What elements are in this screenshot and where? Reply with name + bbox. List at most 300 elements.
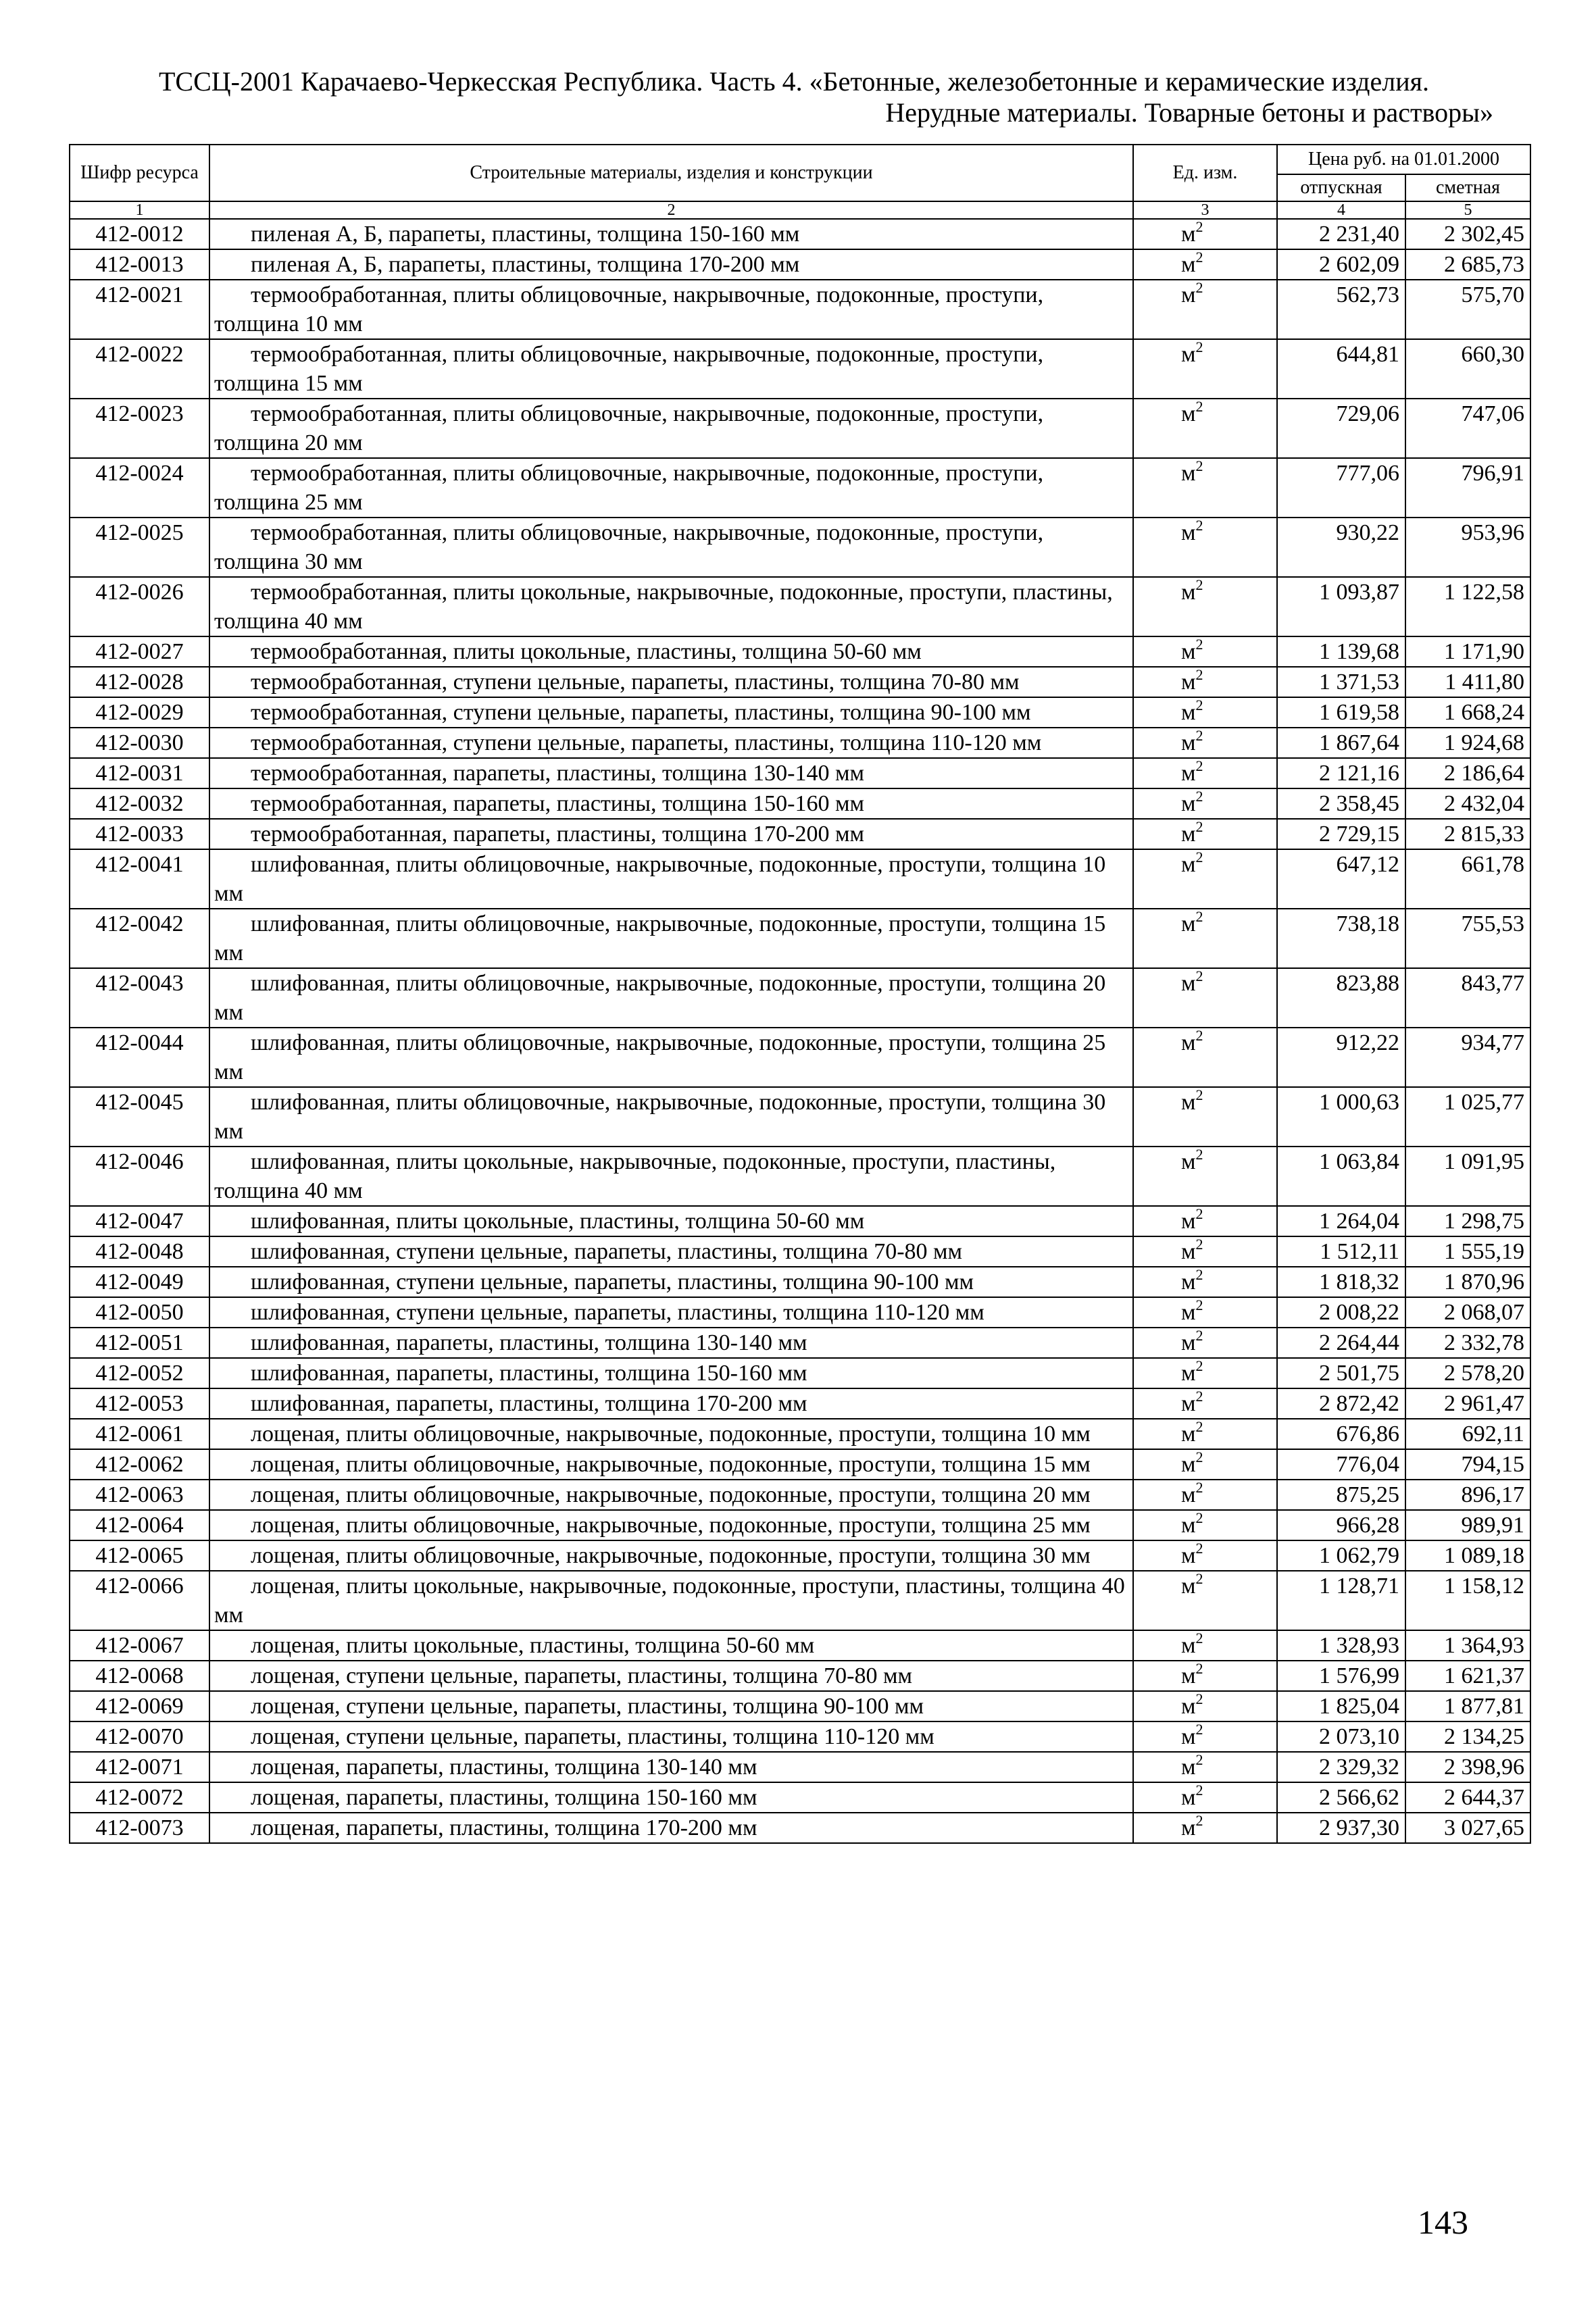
price-estimate: 661,78 xyxy=(1405,849,1530,909)
unit-exponent: 2 xyxy=(1195,1540,1203,1557)
table-row xyxy=(70,577,1530,636)
table-head xyxy=(70,145,1530,219)
resource-code: 412-0043 xyxy=(70,968,209,1028)
unit-exponent: 2 xyxy=(1195,967,1203,984)
unit-base: м xyxy=(1181,1815,1196,1840)
price-estimate: 1 924,68 xyxy=(1405,728,1530,758)
material-description: лощеная, плиты облицовочные, накрывочные, подоконные, проступи, толщина 25 мм xyxy=(209,1510,1133,1540)
unit-cell xyxy=(1133,219,1277,249)
price-release: 1 371,53 xyxy=(1277,667,1405,697)
price-release: 2 872,42 xyxy=(1277,1388,1405,1419)
resource-code: 412-0069 xyxy=(70,1691,209,1721)
unit-cell xyxy=(1133,697,1277,728)
unit-cell xyxy=(1133,577,1277,636)
resource-code: 412-0031 xyxy=(70,758,209,788)
material-description: пиленая А, Б, парапеты, пластины, толщина 150-160 мм xyxy=(209,219,1133,249)
unit-exponent: 2 xyxy=(1195,1327,1203,1344)
table-row xyxy=(70,339,1530,399)
resource-code: 412-0027 xyxy=(70,636,209,667)
unit-base: м xyxy=(1181,1391,1196,1416)
price-estimate: 3 027,65 xyxy=(1405,1813,1530,1843)
unit-base: м xyxy=(1181,1452,1196,1477)
resource-code: 412-0046 xyxy=(70,1147,209,1206)
material-description: лощеная, плиты облицовочные, накрывочные, подоконные, проступи, толщина 15 мм xyxy=(209,1449,1133,1480)
unit-cell xyxy=(1133,1028,1277,1087)
resource-code: 412-0070 xyxy=(70,1721,209,1752)
price-release: 875,25 xyxy=(1277,1480,1405,1510)
unit-base: м xyxy=(1181,822,1196,847)
resource-code: 412-0052 xyxy=(70,1358,209,1388)
price-release: 2 329,32 xyxy=(1277,1752,1405,1782)
unit-exponent: 2 xyxy=(1195,1570,1203,1587)
resource-code: 412-0073 xyxy=(70,1813,209,1843)
header-line-2: Нерудные материалы. Товарные бетоны и растворы» xyxy=(885,97,1493,128)
price-release: 676,86 xyxy=(1277,1419,1405,1449)
unit-cell xyxy=(1133,1087,1277,1147)
resource-code: 412-0033 xyxy=(70,819,209,849)
unit-base: м xyxy=(1181,252,1196,277)
material-description: лощеная, плиты облицовочные, накрывочные, подоконные, проступи, толщина 20 мм xyxy=(209,1480,1133,1510)
price-estimate: 1 171,90 xyxy=(1405,636,1530,667)
unit-exponent: 2 xyxy=(1195,1660,1203,1677)
unit-base: м xyxy=(1181,1663,1196,1688)
material-description: шлифованная, ступени цельные, парапеты, пластины, толщина 90-100 мм xyxy=(209,1267,1133,1297)
column-number: 4 xyxy=(1277,201,1405,219)
resource-code: 412-0066 xyxy=(70,1571,209,1630)
material-description: термообработанная, парапеты, пластины, толщина 150-160 мм xyxy=(209,788,1133,819)
unit-base: м xyxy=(1181,282,1196,307)
resource-code: 412-0044 xyxy=(70,1028,209,1087)
resource-code: 412-0022 xyxy=(70,339,209,399)
unit-exponent: 2 xyxy=(1195,1205,1203,1222)
table-row xyxy=(70,1147,1530,1206)
unit-cell xyxy=(1133,1480,1277,1510)
table-row xyxy=(70,1661,1530,1691)
material-description: лощеная, ступени цельные, парапеты, пластины, толщина 90-100 мм xyxy=(209,1691,1133,1721)
header-line-1: ТССЦ-2001 Карачаево-Черкесская Республика. Часть 4. «Бетонные, железобетонные и керамические изделия. xyxy=(158,66,1430,97)
price-estimate: 843,77 xyxy=(1405,968,1530,1028)
price-release: 1 818,32 xyxy=(1277,1267,1405,1297)
material-description: шлифованная, ступени цельные, парапеты, пластины, толщина 110-120 мм xyxy=(209,1297,1133,1328)
material-description: термообработанная, ступени цельные, парапеты, пластины, толщина 70-80 мм xyxy=(209,667,1133,697)
material-description: шлифованная, парапеты, пластины, толщина 170-200 мм xyxy=(209,1388,1133,1419)
unit-exponent: 2 xyxy=(1195,279,1203,296)
header-price-estimate: сметная xyxy=(1405,174,1530,201)
resource-code: 412-0012 xyxy=(70,219,209,249)
price-estimate: 1 877,81 xyxy=(1405,1691,1530,1721)
material-description: термообработанная, плиты цокольные, накрывочные, подоконные, проступи, пластины, толщина 40 мм xyxy=(209,577,1133,636)
unit-exponent: 2 xyxy=(1195,1630,1203,1646)
price-release: 1 512,11 xyxy=(1277,1236,1405,1267)
table-row xyxy=(70,280,1530,339)
unit-exponent: 2 xyxy=(1195,1449,1203,1465)
price-release: 1 063,84 xyxy=(1277,1147,1405,1206)
price-estimate: 2 134,25 xyxy=(1405,1721,1530,1752)
price-estimate: 2 302,45 xyxy=(1405,219,1530,249)
resource-code: 412-0063 xyxy=(70,1480,209,1510)
price-release: 644,81 xyxy=(1277,339,1405,399)
unit-base: м xyxy=(1181,1030,1196,1055)
unit-cell xyxy=(1133,249,1277,280)
resource-code: 412-0023 xyxy=(70,399,209,458)
price-release: 1 000,63 xyxy=(1277,1087,1405,1147)
header-price: Цена руб. на 01.01.2000 xyxy=(1277,145,1530,174)
unit-base: м xyxy=(1181,852,1196,877)
material-description: лощеная, ступени цельные, парапеты, пластины, толщина 110-120 мм xyxy=(209,1721,1133,1752)
unit-base: м xyxy=(1181,1482,1196,1507)
unit-exponent: 2 xyxy=(1195,517,1203,534)
unit-exponent: 2 xyxy=(1195,1297,1203,1313)
price-estimate: 2 578,20 xyxy=(1405,1358,1530,1388)
material-description: шлифованная, плиты облицовочные, накрывочные, подоконные, проступи, толщина 10 мм xyxy=(209,849,1133,909)
unit-base: м xyxy=(1181,222,1196,247)
price-estimate: 575,70 xyxy=(1405,280,1530,339)
unit-exponent: 2 xyxy=(1195,727,1203,744)
unit-base: м xyxy=(1181,1574,1196,1599)
unit-exponent: 2 xyxy=(1195,908,1203,925)
material-description: термообработанная, плиты облицовочные, накрывочные, подоконные, проступи, толщина 30 мм xyxy=(209,518,1133,577)
unit-exponent: 2 xyxy=(1195,218,1203,235)
price-estimate: 2 685,73 xyxy=(1405,249,1530,280)
header-description: Строительные материалы, изделия и конструкции xyxy=(209,145,1133,201)
column-number: 3 xyxy=(1133,201,1277,219)
material-description: термообработанная, плиты облицовочные, накрывочные, подоконные, проступи, толщина 15 мм xyxy=(209,339,1133,399)
unit-base: м xyxy=(1181,461,1196,486)
resource-code: 412-0026 xyxy=(70,577,209,636)
header-unit: Ед. изм. xyxy=(1133,145,1277,201)
material-description: термообработанная, плиты облицовочные, накрывочные, подоконные, проступи, толщина 10 мм xyxy=(209,280,1133,339)
resource-code: 412-0032 xyxy=(70,788,209,819)
resource-code: 412-0067 xyxy=(70,1630,209,1661)
price-estimate: 1 122,58 xyxy=(1405,577,1530,636)
price-release: 2 073,10 xyxy=(1277,1721,1405,1752)
price-estimate: 692,11 xyxy=(1405,1419,1530,1449)
unit-cell xyxy=(1133,1206,1277,1236)
price-estimate: 1 298,75 xyxy=(1405,1206,1530,1236)
unit-exponent: 2 xyxy=(1195,1479,1203,1496)
price-release: 2 264,44 xyxy=(1277,1328,1405,1358)
price-release: 1 139,68 xyxy=(1277,636,1405,667)
table-row xyxy=(70,1813,1530,1843)
price-table xyxy=(69,144,1531,1844)
unit-base: м xyxy=(1181,401,1196,426)
unit-cell xyxy=(1133,788,1277,819)
price-estimate: 755,53 xyxy=(1405,909,1530,968)
table-row xyxy=(70,968,1530,1028)
material-description: термообработанная, ступени цельные, парапеты, пластины, толщина 90-100 мм xyxy=(209,697,1133,728)
table-row xyxy=(70,1752,1530,1782)
material-description: шлифованная, парапеты, пластины, толщина 150-160 мм xyxy=(209,1358,1133,1388)
unit-exponent: 2 xyxy=(1195,1027,1203,1044)
unit-base: м xyxy=(1181,1543,1196,1568)
table-row xyxy=(70,1691,1530,1721)
unit-exponent: 2 xyxy=(1195,457,1203,474)
table-row xyxy=(70,1721,1530,1752)
table-row xyxy=(70,1267,1530,1297)
unit-base: м xyxy=(1181,730,1196,755)
unit-cell xyxy=(1133,1358,1277,1388)
page-header xyxy=(68,66,1493,128)
table-row xyxy=(70,518,1530,577)
resource-code: 412-0048 xyxy=(70,1236,209,1267)
price-estimate: 2 186,64 xyxy=(1405,758,1530,788)
unit-cell xyxy=(1133,1236,1277,1267)
material-description: шлифованная, парапеты, пластины, толщина 130-140 мм xyxy=(209,1328,1133,1358)
price-estimate: 1 668,24 xyxy=(1405,697,1530,728)
unit-exponent: 2 xyxy=(1195,849,1203,865)
material-description: лощеная, парапеты, пластины, толщина 170-200 мм xyxy=(209,1813,1133,1843)
table-row xyxy=(70,1328,1530,1358)
resource-code: 412-0050 xyxy=(70,1297,209,1328)
price-release: 1 619,58 xyxy=(1277,697,1405,728)
price-release: 912,22 xyxy=(1277,1028,1405,1087)
price-release: 1 328,93 xyxy=(1277,1630,1405,1661)
price-estimate: 2 068,07 xyxy=(1405,1297,1530,1328)
price-estimate: 2 398,96 xyxy=(1405,1752,1530,1782)
table-row xyxy=(70,788,1530,819)
table-row xyxy=(70,399,1530,458)
price-release: 738,18 xyxy=(1277,909,1405,968)
price-estimate: 794,15 xyxy=(1405,1449,1530,1480)
price-release: 966,28 xyxy=(1277,1510,1405,1540)
material-description: лощеная, плиты цокольные, пластины, толщина 50-60 мм xyxy=(209,1630,1133,1661)
unit-cell xyxy=(1133,399,1277,458)
table-row xyxy=(70,1419,1530,1449)
material-description: шлифованная, плиты облицовочные, накрывочные, подоконные, проступи, толщина 15 мм xyxy=(209,909,1133,968)
table-row xyxy=(70,1630,1530,1661)
resource-code: 412-0047 xyxy=(70,1206,209,1236)
unit-base: м xyxy=(1181,911,1196,936)
resource-code: 412-0068 xyxy=(70,1661,209,1691)
unit-exponent: 2 xyxy=(1195,1146,1203,1163)
resource-code: 412-0051 xyxy=(70,1328,209,1358)
resource-code: 412-0029 xyxy=(70,697,209,728)
unit-base: м xyxy=(1181,639,1196,664)
price-release: 2 729,15 xyxy=(1277,819,1405,849)
table-row xyxy=(70,1480,1530,1510)
unit-base: м xyxy=(1181,1785,1196,1810)
unit-cell xyxy=(1133,518,1277,577)
resource-code: 412-0021 xyxy=(70,280,209,339)
unit-exponent: 2 xyxy=(1195,1812,1203,1829)
price-release: 2 501,75 xyxy=(1277,1358,1405,1388)
unit-cell xyxy=(1133,909,1277,968)
material-description: шлифованная, плиты облицовочные, накрывочные, подоконные, проступи, толщина 25 мм xyxy=(209,1028,1133,1087)
unit-base: м xyxy=(1181,1422,1196,1447)
price-release: 823,88 xyxy=(1277,968,1405,1028)
price-release: 1 062,79 xyxy=(1277,1540,1405,1571)
unit-base: м xyxy=(1181,342,1196,367)
table-row xyxy=(70,1571,1530,1630)
price-estimate: 1 091,95 xyxy=(1405,1147,1530,1206)
price-release: 1 867,64 xyxy=(1277,728,1405,758)
unit-cell xyxy=(1133,1147,1277,1206)
table-row xyxy=(70,758,1530,788)
unit-base: м xyxy=(1181,580,1196,605)
table-row xyxy=(70,1782,1530,1813)
table-row xyxy=(70,458,1530,518)
table-row xyxy=(70,849,1530,909)
unit-exponent: 2 xyxy=(1195,1388,1203,1405)
column-number: 5 xyxy=(1405,201,1530,219)
unit-cell xyxy=(1133,1297,1277,1328)
unit-base: м xyxy=(1181,1149,1196,1174)
unit-base: м xyxy=(1181,670,1196,695)
material-description: лощеная, ступени цельные, парапеты, пластины, толщина 70-80 мм xyxy=(209,1661,1133,1691)
price-estimate: 1 870,96 xyxy=(1405,1267,1530,1297)
price-estimate: 989,91 xyxy=(1405,1510,1530,1540)
unit-exponent: 2 xyxy=(1195,398,1203,415)
material-description: шлифованная, плиты облицовочные, накрывочные, подоконные, проступи, толщина 30 мм xyxy=(209,1087,1133,1147)
material-description: термообработанная, плиты облицовочные, накрывочные, подоконные, проступи, толщина 20 мм xyxy=(209,399,1133,458)
price-estimate: 2 432,04 xyxy=(1405,788,1530,819)
price-release: 2 358,45 xyxy=(1277,788,1405,819)
unit-exponent: 2 xyxy=(1195,818,1203,835)
table-row xyxy=(70,909,1530,968)
material-description: лощеная, парапеты, пластины, толщина 150-160 мм xyxy=(209,1782,1133,1813)
unit-exponent: 2 xyxy=(1195,666,1203,683)
column-number: 1 xyxy=(70,201,209,219)
unit-base: м xyxy=(1181,1513,1196,1538)
resource-code: 412-0042 xyxy=(70,909,209,968)
header-price-release: отпускная xyxy=(1277,174,1405,201)
unit-exponent: 2 xyxy=(1195,249,1203,266)
price-estimate: 1 411,80 xyxy=(1405,667,1530,697)
unit-exponent: 2 xyxy=(1195,1782,1203,1799)
price-release: 2 937,30 xyxy=(1277,1813,1405,1843)
table-row xyxy=(70,819,1530,849)
unit-exponent: 2 xyxy=(1195,1266,1203,1283)
price-release: 2 602,09 xyxy=(1277,249,1405,280)
unit-base: м xyxy=(1181,1330,1196,1355)
material-description: шлифованная, ступени цельные, парапеты, пластины, толщина 70-80 мм xyxy=(209,1236,1133,1267)
unit-exponent: 2 xyxy=(1195,1721,1203,1738)
price-release: 1 128,71 xyxy=(1277,1571,1405,1630)
table-row xyxy=(70,1028,1530,1087)
unit-cell xyxy=(1133,1510,1277,1540)
material-description: пиленая А, Б, парапеты, пластины, толщина 170-200 мм xyxy=(209,249,1133,280)
unit-exponent: 2 xyxy=(1195,1086,1203,1103)
unit-cell xyxy=(1133,1721,1277,1752)
header-code: Шифр ресурса xyxy=(70,145,209,201)
resource-code: 412-0061 xyxy=(70,1419,209,1449)
unit-base: м xyxy=(1181,1724,1196,1749)
unit-base: м xyxy=(1181,1694,1196,1719)
table-row xyxy=(70,1388,1530,1419)
price-release: 776,04 xyxy=(1277,1449,1405,1480)
unit-cell xyxy=(1133,728,1277,758)
resource-code: 412-0065 xyxy=(70,1540,209,1571)
price-estimate: 896,17 xyxy=(1405,1480,1530,1510)
unit-exponent: 2 xyxy=(1195,636,1203,653)
unit-base: м xyxy=(1181,1755,1196,1780)
table-row xyxy=(70,1510,1530,1540)
price-release: 729,06 xyxy=(1277,399,1405,458)
column-number: 2 xyxy=(209,201,1133,219)
resource-code: 412-0064 xyxy=(70,1510,209,1540)
resource-code: 412-0028 xyxy=(70,667,209,697)
unit-cell xyxy=(1133,339,1277,399)
unit-cell xyxy=(1133,1813,1277,1843)
unit-cell xyxy=(1133,1661,1277,1691)
price-release: 1 825,04 xyxy=(1277,1691,1405,1721)
unit-cell xyxy=(1133,667,1277,697)
resource-code: 412-0024 xyxy=(70,458,209,518)
unit-exponent: 2 xyxy=(1195,1751,1203,1768)
material-description: лощеная, плиты облицовочные, накрывочные, подоконные, проступи, толщина 30 мм xyxy=(209,1540,1133,1571)
resource-code: 412-0062 xyxy=(70,1449,209,1480)
unit-cell xyxy=(1133,280,1277,339)
resource-code: 412-0053 xyxy=(70,1388,209,1419)
material-description: лощеная, плиты облицовочные, накрывочные, подоконные, проступи, толщина 10 мм xyxy=(209,1419,1133,1449)
unit-exponent: 2 xyxy=(1195,788,1203,805)
price-release: 2 566,62 xyxy=(1277,1782,1405,1813)
table-row xyxy=(70,636,1530,667)
material-description: лощеная, парапеты, пластины, толщина 130-140 мм xyxy=(209,1752,1133,1782)
material-description: шлифованная, плиты облицовочные, накрывочные, подоконные, проступи, толщина 20 мм xyxy=(209,968,1133,1028)
price-estimate: 1 555,19 xyxy=(1405,1236,1530,1267)
unit-cell xyxy=(1133,849,1277,909)
price-estimate: 953,96 xyxy=(1405,518,1530,577)
price-estimate: 747,06 xyxy=(1405,399,1530,458)
price-release: 777,06 xyxy=(1277,458,1405,518)
price-release: 562,73 xyxy=(1277,280,1405,339)
unit-base: м xyxy=(1181,1239,1196,1264)
unit-base: м xyxy=(1181,1269,1196,1294)
unit-base: м xyxy=(1181,761,1196,786)
unit-cell xyxy=(1133,968,1277,1028)
unit-cell xyxy=(1133,1630,1277,1661)
unit-exponent: 2 xyxy=(1195,697,1203,713)
unit-cell xyxy=(1133,758,1277,788)
price-estimate: 1 089,18 xyxy=(1405,1540,1530,1571)
unit-exponent: 2 xyxy=(1195,576,1203,593)
unit-exponent: 2 xyxy=(1195,338,1203,355)
unit-exponent: 2 xyxy=(1195,1418,1203,1435)
resource-code: 412-0049 xyxy=(70,1267,209,1297)
table-row xyxy=(70,1358,1530,1388)
unit-cell xyxy=(1133,1691,1277,1721)
unit-base: м xyxy=(1181,1300,1196,1325)
resource-code: 412-0072 xyxy=(70,1782,209,1813)
unit-base: м xyxy=(1181,1633,1196,1658)
price-release: 2 121,16 xyxy=(1277,758,1405,788)
unit-cell xyxy=(1133,1419,1277,1449)
unit-cell xyxy=(1133,636,1277,667)
resource-code: 412-0045 xyxy=(70,1087,209,1147)
unit-cell xyxy=(1133,1267,1277,1297)
unit-base: м xyxy=(1181,971,1196,996)
price-release: 647,12 xyxy=(1277,849,1405,909)
resource-code: 412-0041 xyxy=(70,849,209,909)
unit-exponent: 2 xyxy=(1195,1509,1203,1526)
price-estimate: 2 644,37 xyxy=(1405,1782,1530,1813)
unit-base: м xyxy=(1181,700,1196,725)
material-description: термообработанная, парапеты, пластины, толщина 170-200 мм xyxy=(209,819,1133,849)
table-row xyxy=(70,249,1530,280)
price-estimate: 2 815,33 xyxy=(1405,819,1530,849)
table-body xyxy=(70,219,1530,1843)
unit-exponent: 2 xyxy=(1195,1690,1203,1707)
page-number: 143 xyxy=(1418,2203,1468,2241)
unit-base: м xyxy=(1181,520,1196,545)
resource-code: 412-0030 xyxy=(70,728,209,758)
price-release: 2 231,40 xyxy=(1277,219,1405,249)
table-row xyxy=(70,1206,1530,1236)
table-row xyxy=(70,1087,1530,1147)
material-description: термообработанная, плиты облицовочные, накрывочные, подоконные, проступи, толщина 25 мм xyxy=(209,458,1133,518)
material-description: термообработанная, парапеты, пластины, толщина 130-140 мм xyxy=(209,758,1133,788)
